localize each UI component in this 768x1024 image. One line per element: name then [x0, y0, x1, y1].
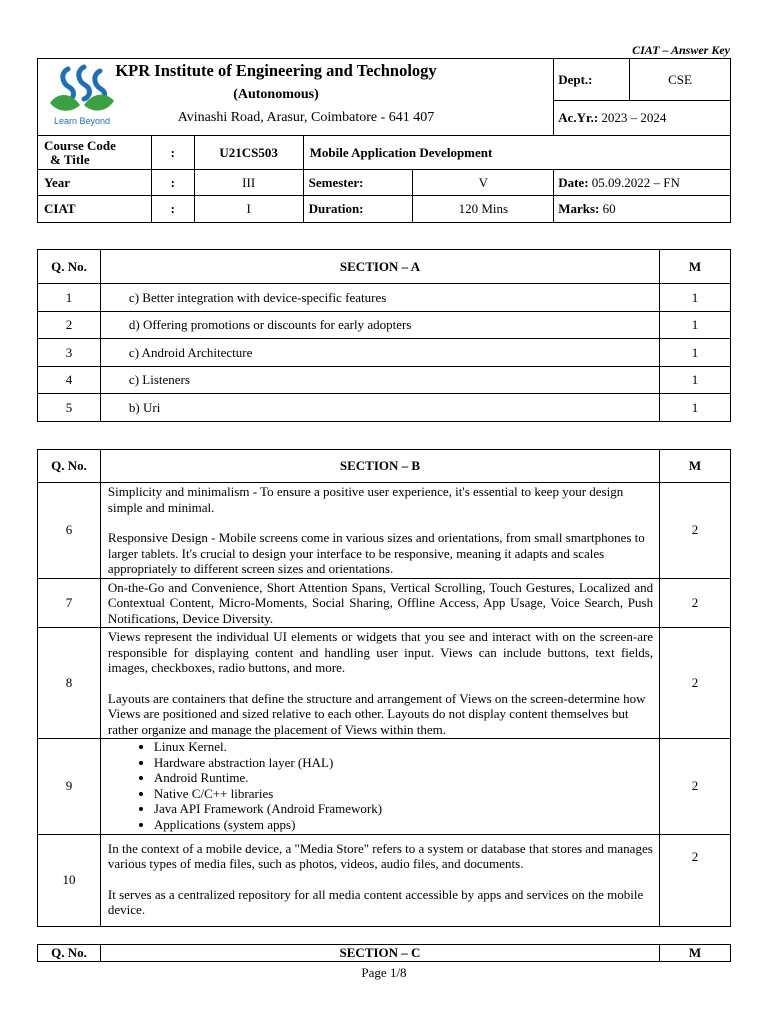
dept-label: Dept.:	[558, 71, 593, 87]
list-item: • Linux Kernel.	[154, 739, 653, 755]
answer-paragraph: In the context of a mobile device, a "Media Store" refers to a system or database that stores and manages various types of media files, such as photos, videos, audio files, and documents.	[107, 840, 653, 872]
question-marks: 1	[660, 284, 731, 312]
section-c-title: SECTION – C	[100, 945, 659, 962]
marks-cell	[554, 196, 731, 223]
answer-paragraph: Views represent the individual UI elements or widgets that you see and interact with on the screen-are responsible for displaying content and handling user input. Views can include buttons, text fields, images, checkboxes, radio buttons, and more.	[107, 629, 654, 675]
answer-paragraph: Responsive Design - Mobile screens come in various sizes and orientations, from small smartphones to larger tablets. It's crucial to design your interface to be responsive, meaning it adapts and scales appropriately to different screen sizes and orientations.	[107, 530, 645, 576]
date-label: Date:	[558, 174, 589, 190]
colon: :	[151, 136, 194, 170]
qno-header: Q. No.	[38, 945, 101, 962]
section-b-title: SECTION – B	[100, 450, 659, 483]
ciat-value: I	[194, 196, 303, 223]
list-item: • Java API Framework (Android Framework)	[154, 801, 653, 817]
answer-paragraph: Simplicity and minimalism - To ensure a positive user experience, it's essential to keep your design simple and minimal.	[107, 484, 624, 515]
marks-header: M	[660, 250, 731, 284]
list-item: • Hardware abstraction layer (HAL)	[154, 755, 653, 771]
course-code-label: Course Code	[44, 137, 116, 153]
acyr-value: 2023 – 2024	[601, 110, 667, 125]
answer-paragraph: On-the-Go and Convenience, Short Attention Spans, Vertical Scrolling, Touch Gestures, Localized and Contextual Content, Micro-Moments, Social Sharing, Offline Access, App Usage, Voice Search, Push Notifications, Device Diversity.	[107, 579, 654, 626]
year-label: Year	[38, 170, 152, 196]
answer-text	[100, 739, 659, 835]
section-b-table	[37, 449, 731, 927]
question-marks: 2	[660, 578, 731, 628]
institute-name: KPR Institute of Engineering and Technology	[115, 61, 437, 80]
answer-key-label: CIAT – Answer Key	[632, 43, 730, 57]
answer-text: d) Offering promotions or discounts for early adopters	[100, 312, 659, 339]
list-item: • Android Runtime.	[154, 770, 653, 786]
page-number: Page 1/8	[361, 965, 407, 980]
acyr-cell	[554, 101, 731, 136]
android-components-list	[108, 739, 653, 833]
dept-label-cell	[554, 59, 630, 101]
question-number: 6	[38, 483, 101, 579]
question-number: 10	[38, 834, 101, 926]
question-number: 2	[38, 312, 101, 339]
semester-value: V	[413, 170, 554, 196]
question-number: 1	[38, 284, 101, 312]
question-marks: 1	[660, 339, 731, 367]
marks-header: M	[660, 450, 731, 483]
autonomous-label: (Autonomous)	[233, 87, 319, 102]
list-item: • Native C/C++ libraries	[154, 786, 653, 802]
section-a-title: SECTION – A	[100, 250, 659, 284]
answer-text: c) Better integration with device-specific features	[100, 284, 659, 312]
institute-address: Avinashi Road, Arasur, Coimbatore - 641 407	[177, 110, 435, 125]
question-number: 9	[38, 739, 101, 835]
question-marks: 2	[660, 739, 731, 835]
colon: :	[151, 170, 194, 196]
logo-text: Learn Beyond	[53, 116, 111, 126]
section-a-table	[37, 249, 731, 422]
question-marks: 1	[660, 394, 731, 422]
duration-label: Duration:	[303, 196, 413, 223]
qno-header: Q. No.	[38, 250, 101, 284]
ciat-label: CIAT	[38, 196, 152, 223]
question-marks: 1	[660, 367, 731, 394]
answer-text: b) Uri	[100, 394, 659, 422]
course-title-label: & Title	[50, 151, 90, 167]
year-value: III	[194, 170, 303, 196]
semester-label: Semester:	[303, 170, 413, 196]
answer-text: c) Listeners	[100, 367, 659, 394]
institute-block	[38, 59, 554, 136]
question-number: 3	[38, 339, 101, 367]
marks-header: M	[660, 945, 731, 962]
answer-paragraph: It serves as a centralized repository for all media content accessible by apps and services on the mobile device.	[107, 886, 644, 918]
course-title: Mobile Application Development	[303, 136, 730, 170]
date-cell	[554, 170, 731, 196]
question-number: 5	[38, 394, 101, 422]
marks-label: Marks:	[558, 201, 600, 216]
dept-value: CSE	[630, 59, 731, 101]
colon: :	[151, 196, 194, 223]
question-marks: 1	[660, 312, 731, 339]
question-number: 4	[38, 367, 101, 394]
marks-value: 60	[602, 201, 616, 216]
answer-text	[100, 628, 659, 739]
course-label-cell	[38, 136, 152, 170]
duration-value: 120 Mins	[413, 196, 554, 223]
list-item: • Applications (system apps)	[154, 817, 653, 833]
acyr-label: Ac.Yr.:	[558, 110, 599, 125]
question-marks: 2	[660, 628, 731, 739]
answer-text: c) Android Architecture	[100, 339, 659, 367]
answer-text	[100, 834, 659, 926]
question-marks: 2	[660, 483, 731, 579]
date-value: 05.09.2022 – FN	[591, 174, 680, 190]
question-marks: 2	[660, 834, 731, 926]
header-table	[37, 58, 731, 223]
answer-text	[100, 483, 659, 579]
course-code: U21CS503	[194, 136, 303, 170]
qno-header: Q. No.	[38, 450, 101, 483]
section-c-table	[37, 944, 731, 962]
question-number: 8	[38, 628, 101, 739]
answer-text	[100, 578, 659, 628]
question-number: 7	[38, 578, 101, 628]
answer-paragraph: Layouts are containers that define the structure and arrangement of Views on the screen-determine how Views are positioned and sized relative to each other. Layouts do not display content themselves but rather organize and manage the placement of Views within them.	[107, 690, 646, 737]
